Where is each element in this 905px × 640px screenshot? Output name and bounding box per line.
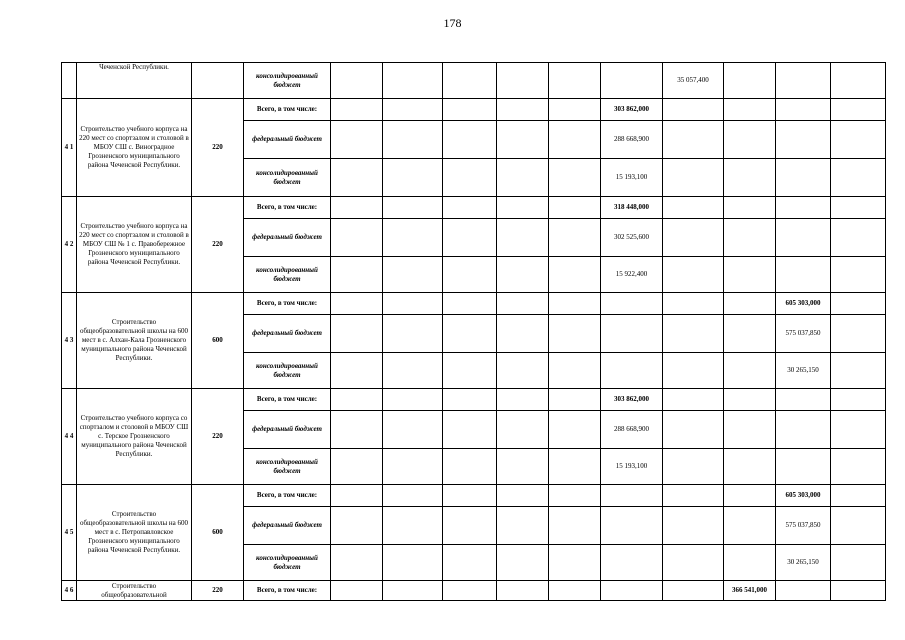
funding-source-label: консолидированный бюджет [244,545,331,581]
funding-source-label: Всего, в том числе: [244,485,331,507]
empty-cell [724,411,776,449]
empty-cell [497,545,549,581]
empty-cell [724,449,776,485]
empty-cell [724,63,776,99]
empty-cell [663,197,724,219]
empty-cell [601,315,663,353]
funding-source-label: Всего, в том числе: [244,581,331,601]
funding-source-label: консолидированный бюджет [244,353,331,389]
empty-cell [331,485,383,507]
empty-cell [724,99,776,121]
table-row [62,581,886,601]
empty-cell [549,545,601,581]
empty-cell [549,353,601,389]
empty-cell [831,545,886,581]
funding-source-label: Всего, в том числе: [244,293,331,315]
empty-cell [331,293,383,315]
empty-cell [663,507,724,545]
empty-cell [601,581,663,601]
empty-cell [443,257,497,293]
empty-cell [663,159,724,197]
row-number-cell: 4 6 [62,581,77,601]
empty-cell [549,293,601,315]
empty-cell [601,293,663,315]
empty-cell [831,389,886,411]
empty-cell [383,389,443,411]
empty-cell [383,63,443,99]
row-number-cell: 4 2 [62,197,77,293]
empty-cell [331,197,383,219]
empty-cell [497,485,549,507]
empty-cell [831,353,886,389]
empty-cell [776,581,831,601]
empty-cell [831,63,886,99]
empty-cell [724,389,776,411]
empty-cell [601,63,663,99]
amount-cell: 35 057,400 [663,63,724,99]
empty-cell [443,353,497,389]
empty-cell [776,389,831,411]
empty-cell [331,389,383,411]
empty-cell [663,219,724,257]
empty-cell [497,219,549,257]
empty-cell [776,197,831,219]
empty-cell [724,197,776,219]
empty-cell [443,411,497,449]
capacity-cell: 600 [192,485,244,581]
empty-cell [663,315,724,353]
empty-cell [497,353,549,389]
empty-cell [443,581,497,601]
empty-cell [549,63,601,99]
amount-cell: 303 862,000 [601,99,663,121]
table-row [62,197,886,219]
funding-source-label: консолидированный бюджет [244,449,331,485]
funding-source-label: федеральный бюджет [244,507,331,545]
amount-cell: 605 303,000 [776,293,831,315]
funding-source-label: Всего, в том числе: [244,389,331,411]
budget-table [61,62,886,601]
empty-cell [776,99,831,121]
empty-cell [831,99,886,121]
empty-cell [443,389,497,411]
capacity-cell: 220 [192,197,244,293]
empty-cell [776,411,831,449]
empty-cell [443,293,497,315]
empty-cell [383,411,443,449]
empty-cell [776,449,831,485]
empty-cell [497,315,549,353]
empty-cell [383,485,443,507]
empty-cell [549,99,601,121]
empty-cell [497,257,549,293]
empty-cell [724,121,776,159]
empty-cell [663,485,724,507]
empty-cell [549,315,601,353]
empty-cell [443,485,497,507]
empty-cell [497,449,549,485]
empty-cell [497,581,549,601]
empty-cell [383,121,443,159]
empty-cell [383,315,443,353]
empty-cell [663,293,724,315]
funding-source-label: консолидированный бюджет [244,63,331,99]
empty-cell [831,411,886,449]
empty-cell [443,507,497,545]
amount-cell: 366 541,000 [724,581,776,601]
amount-cell: 605 303,000 [776,485,831,507]
funding-source-label: федеральный бюджет [244,121,331,159]
empty-cell [724,545,776,581]
empty-cell [331,257,383,293]
funding-source-label: федеральный бюджет [244,315,331,353]
empty-cell [663,99,724,121]
empty-cell [331,63,383,99]
object-name-cell: Строительство учебного корпуса со спортзалом и столовой в МБОУ СШ с. Терское Грозненского муниципального района Чеченской Республики. [77,389,192,485]
empty-cell [549,581,601,601]
amount-cell: 30 265,150 [776,545,831,581]
empty-cell [331,545,383,581]
empty-cell [497,63,549,99]
empty-cell [383,197,443,219]
amount-cell: 575 037,850 [776,507,831,545]
amount-cell: 318 448,000 [601,197,663,219]
capacity-cell [192,63,244,99]
empty-cell [663,581,724,601]
table-row [62,63,886,99]
empty-cell [831,197,886,219]
empty-cell [331,99,383,121]
empty-cell [331,219,383,257]
empty-cell [831,219,886,257]
empty-cell [663,353,724,389]
empty-cell [601,485,663,507]
empty-cell [331,159,383,197]
empty-cell [549,485,601,507]
empty-cell [443,545,497,581]
empty-cell [724,315,776,353]
empty-cell [443,63,497,99]
capacity-cell: 220 [192,389,244,485]
funding-source-label: федеральный бюджет [244,411,331,449]
row-number-cell [62,63,77,99]
empty-cell [776,219,831,257]
empty-cell [663,411,724,449]
empty-cell [724,257,776,293]
empty-cell [443,315,497,353]
empty-cell [549,197,601,219]
amount-cell: 288 668,900 [601,411,663,449]
empty-cell [724,219,776,257]
empty-cell [443,219,497,257]
empty-cell [331,121,383,159]
empty-cell [663,389,724,411]
empty-cell [331,315,383,353]
empty-cell [776,257,831,293]
empty-cell [497,159,549,197]
amount-cell: 30 265,150 [776,353,831,389]
empty-cell [383,159,443,197]
capacity-cell: 220 [192,581,244,601]
capacity-cell: 220 [192,99,244,197]
empty-cell [497,507,549,545]
empty-cell [776,159,831,197]
empty-cell [549,507,601,545]
empty-cell [443,159,497,197]
empty-cell [831,293,886,315]
empty-cell [831,449,886,485]
amount-cell: 288 668,900 [601,121,663,159]
table-row [62,485,886,507]
empty-cell [383,353,443,389]
empty-cell [497,293,549,315]
empty-cell [549,121,601,159]
empty-cell [549,159,601,197]
empty-cell [497,389,549,411]
empty-cell [549,411,601,449]
empty-cell [831,315,886,353]
empty-cell [549,389,601,411]
empty-cell [601,545,663,581]
empty-cell [831,121,886,159]
table-row [62,389,886,411]
empty-cell [831,257,886,293]
empty-cell [663,121,724,159]
table-row [62,293,886,315]
empty-cell [443,121,497,159]
empty-cell [383,257,443,293]
row-number-cell: 4 5 [62,485,77,581]
object-name-cell: Строительство общеобразовательной школы на 600 мест в с. Петропавловское Грозненского муниципального района Чеченской Республики. [77,485,192,581]
empty-cell [443,449,497,485]
empty-cell [663,545,724,581]
empty-cell [831,507,886,545]
empty-cell [776,63,831,99]
empty-cell [331,581,383,601]
empty-cell [831,581,886,601]
empty-cell [443,99,497,121]
amount-cell: 575 037,850 [776,315,831,353]
empty-cell [497,197,549,219]
empty-cell [383,99,443,121]
empty-cell [724,353,776,389]
empty-cell [663,449,724,485]
empty-cell [776,121,831,159]
empty-cell [497,121,549,159]
funding-source-label: консолидированный бюджет [244,257,331,293]
empty-cell [383,293,443,315]
amount-cell: 302 525,600 [601,219,663,257]
object-name-cell: Чеченской Республики. [77,63,192,99]
amount-cell: 15 922,400 [601,257,663,293]
empty-cell [383,507,443,545]
amount-cell: 15 193,100 [601,159,663,197]
row-number-cell: 4 4 [62,389,77,485]
funding-source-label: консолидированный бюджет [244,159,331,197]
empty-cell [831,159,886,197]
empty-cell [549,219,601,257]
object-name-cell: Строительство общеобразовательной [77,581,192,601]
table-row [62,99,886,121]
empty-cell [331,411,383,449]
empty-cell [724,293,776,315]
object-name-cell: Строительство учебного корпуса на 220 мест со спортзалом и столовой в МБОУ СШ № 1 с. Правобережное Грозненского муниципального района Чеченской Республики. [77,197,192,293]
empty-cell [663,257,724,293]
empty-cell [601,507,663,545]
capacity-cell: 600 [192,293,244,389]
empty-cell [331,353,383,389]
empty-cell [549,257,601,293]
empty-cell [724,485,776,507]
empty-cell [497,411,549,449]
empty-cell [549,449,601,485]
row-number-cell: 4 1 [62,99,77,197]
amount-cell: 15 193,100 [601,449,663,485]
row-number-cell: 4 3 [62,293,77,389]
empty-cell [724,507,776,545]
empty-cell [497,99,549,121]
amount-cell: 303 862,000 [601,389,663,411]
object-name-cell: Строительство общеобразовательной школы на 600 мест в с. Алхан-Кала Грозненского муниципального района Чеченской Республики. [77,293,192,389]
funding-source-label: Всего, в том числе: [244,197,331,219]
page-number: 178 [443,16,462,30]
empty-cell [383,581,443,601]
empty-cell [383,545,443,581]
empty-cell [831,485,886,507]
empty-cell [331,507,383,545]
funding-source-label: Всего, в том числе: [244,99,331,121]
empty-cell [601,353,663,389]
funding-source-label: федеральный бюджет [244,219,331,257]
empty-cell [383,449,443,485]
empty-cell [443,197,497,219]
empty-cell [331,449,383,485]
object-name-cell: Строительство учебного корпуса на 220 мест со спортзалом и столовой в МБОУ СШ с. Виноградное Грозненского муниципального района Чеченской Республики. [77,99,192,197]
empty-cell [724,159,776,197]
empty-cell [383,219,443,257]
